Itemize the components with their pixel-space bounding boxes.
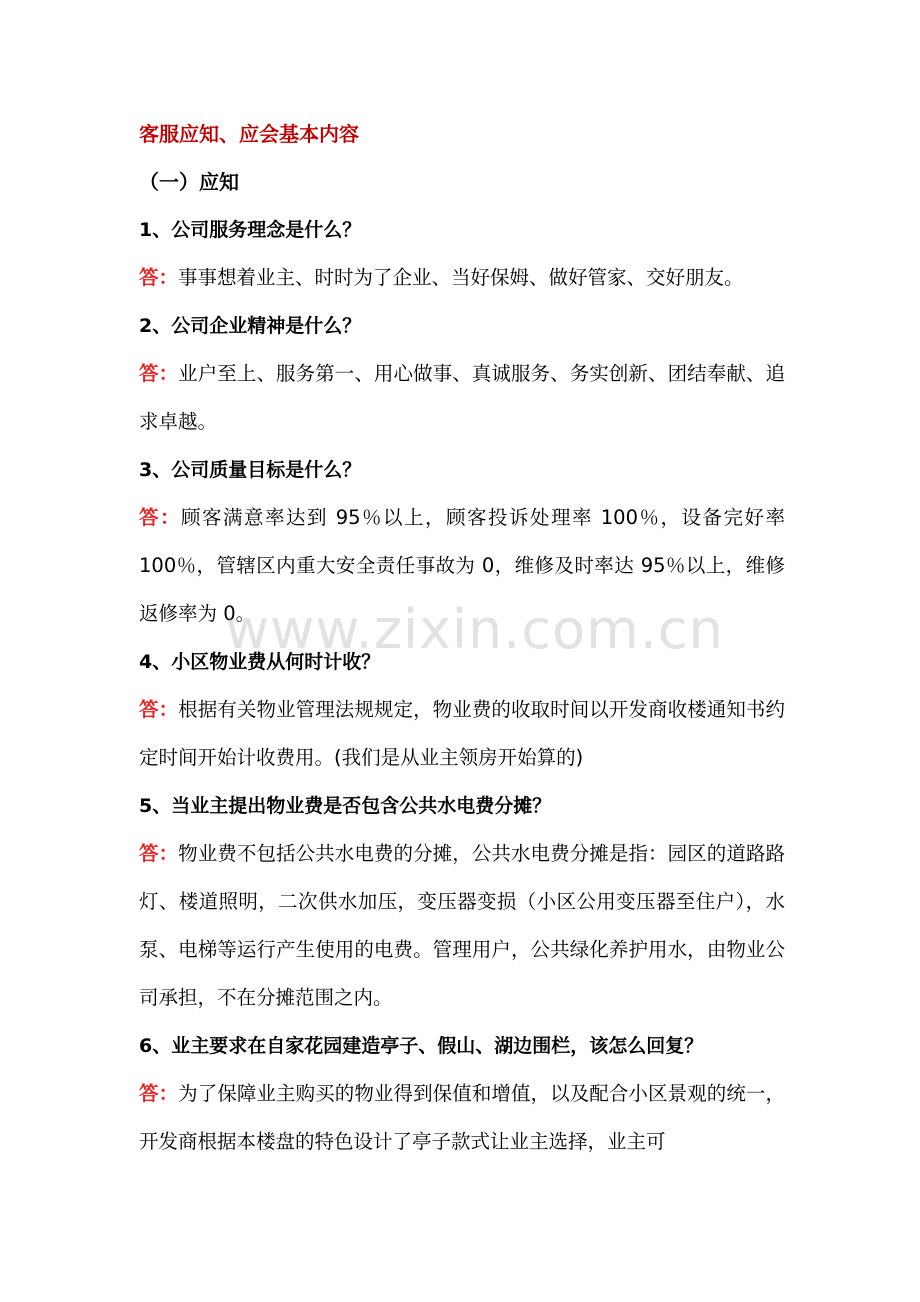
watermark: www.zixin.com.cn xyxy=(225,598,724,661)
answer-6 xyxy=(139,1070,785,1166)
answer-text: 根据有关物业管理法规规定，物业费的收取时间以开发商收楼通知书约定时间开始计收费用。(我们是从业主领房开始算的) xyxy=(139,698,785,769)
answer-label: 答： xyxy=(139,266,179,289)
question-4: 4、小区物业费从何时计收？ xyxy=(139,651,381,673)
question-3: 3、公司质量目标是什么？ xyxy=(139,459,362,481)
answer-label: 答： xyxy=(139,362,179,385)
answer-text: 物业费不包括公共水电费的分摊，公共水电费分摊是指：园区的道路路灯、楼道照明，二次供水加压，变压器变损（小区公用变压器至住户），水泵、电梯等运行产生使用的电费。管理用户，公共绿化养护用水，由物业公司承担，不在分摊范围之内。 xyxy=(139,842,785,1009)
answer-label: 答： xyxy=(139,842,179,865)
answer-4 xyxy=(139,686,785,782)
question-6: 6、业主要求在自家花园建造亭子、假山、湖边围栏，该怎么回复？ xyxy=(139,1035,704,1057)
answer-2 xyxy=(139,350,785,446)
question-1: 1、公司服务理念是什么？ xyxy=(139,219,362,241)
document-title: 客服应知、应会基本内容 xyxy=(139,122,359,146)
answer-text: 为了保障业主购买的物业得到保值和增值，以及配合小区景观的统一，开发商根据本楼盘的特色设计了亭子款式让业主选择，业主可 xyxy=(139,1082,785,1153)
answer-1 xyxy=(139,254,785,302)
section-heading: （一）应知 xyxy=(139,170,239,194)
answer-3 xyxy=(139,494,785,638)
document-body xyxy=(139,110,785,1166)
answer-label: 答： xyxy=(139,698,179,721)
answer-5 xyxy=(139,830,785,1022)
answer-text: 顾客满意率达到 95％以上，顾客投诉处理率 100％，设备完好率100％，管辖区内重大安全责任事故为 0，维修及时率达 95％以上，维修返修率为 0。 xyxy=(139,506,785,625)
answer-label: 答： xyxy=(139,506,182,529)
question-2: 2、公司企业精神是什么？ xyxy=(139,315,362,337)
question-5: 5、当业主提出物业费是否包含公共水电费分摊？ xyxy=(139,795,552,817)
answer-label: 答： xyxy=(139,1082,179,1105)
answer-text: 事事想着业主、时时为了企业、当好保姆、做好管家、交好朋友。 xyxy=(178,266,744,289)
answer-text: 业户至上、服务第一、用心做事、真诚服务、务实创新、团结奉献、追求卓越。 xyxy=(139,362,785,433)
